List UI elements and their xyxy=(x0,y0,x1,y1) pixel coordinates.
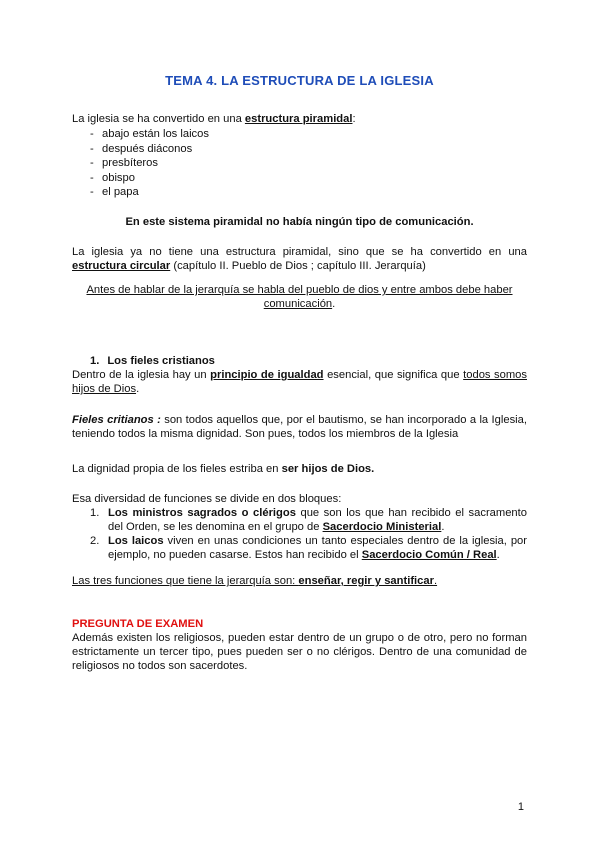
circular-emphasis: estructura circular xyxy=(72,260,171,272)
section-title: Los fieles cristianos xyxy=(107,355,215,367)
before-note-end: . xyxy=(332,298,336,310)
item-text: que son los que han recibido el sacramento del Orden, se les denomina en el grupo de xyxy=(108,507,527,533)
circular-text: La iglesia ya no tiene una estructura piramidal, sino que se ha convertido en una xyxy=(72,246,527,258)
dignidad-text: La dignidad propia de los fieles estriba en xyxy=(72,463,282,475)
intro-emphasis: estructura piramidal xyxy=(244,113,353,125)
funciones-emphasis: enseñar, regir y santificar xyxy=(298,575,434,587)
equality-emphasis: principio de igualdad xyxy=(210,369,324,381)
item-number: 2. xyxy=(90,535,100,547)
item-term: Los laicos xyxy=(108,535,164,547)
document-page xyxy=(72,0,527,848)
item-end: . xyxy=(496,549,500,561)
pyramid-list xyxy=(72,127,527,200)
before-note-text: Antes de hablar de la jerarquía se habla del pueblo de dios y entre ambos debe haber comunicación xyxy=(86,284,513,310)
equality-end: . xyxy=(136,383,140,395)
no-communication-note: En este sistema piramidal no había ningún tipo de comunicación. xyxy=(125,216,474,228)
funciones-end: . xyxy=(433,575,438,587)
equality-text: Dentro de la iglesia hay un xyxy=(72,369,211,381)
section-heading xyxy=(72,354,527,368)
list-item xyxy=(72,534,527,562)
dignidad-paragraph xyxy=(72,462,527,476)
section-number: 1. xyxy=(90,355,100,367)
item-number: 1. xyxy=(90,507,100,519)
fieles-term: Fieles critianos : xyxy=(72,414,161,426)
page-number: 1 xyxy=(517,801,524,813)
intro-text: La iglesia se ha convertido en una xyxy=(72,113,245,125)
before-note xyxy=(72,283,527,311)
fieles-paragraph xyxy=(72,413,527,441)
funciones-paragraph xyxy=(72,574,527,588)
list-item: - el papa xyxy=(72,185,527,200)
dignidad-emphasis: ser hijos de Dios. xyxy=(281,463,375,475)
list-item: - presbíteros xyxy=(72,156,527,171)
exam-question-heading: PREGUNTA DE EXAMEN xyxy=(72,618,204,630)
item-text: viven en unas condiciones un tanto especiales dentro de la iglesia, por ejemplo, no pueden casarse. Estos han recibido el xyxy=(108,535,527,561)
item-emphasis: Sacerdocio Ministerial xyxy=(322,521,442,533)
list-item: - después diáconos xyxy=(72,142,527,157)
equality-underline: todos somos hijos de Dios xyxy=(72,369,527,395)
exam-question-paragraph: Además existen los religiosos, pueden estar dentro de un grupo o de otro, pero no forman estrictamente un tercer tipo, pues pueden ser o no clérigos. Dentro de una comunidad de religiosos no todos son sacerdotes. xyxy=(72,632,527,672)
intro-colon: : xyxy=(352,113,356,125)
bloques-list xyxy=(72,506,527,562)
intro-paragraph xyxy=(72,112,527,126)
equality-mid: esencial, que significa que xyxy=(323,369,464,381)
item-end: . xyxy=(441,521,445,533)
list-item xyxy=(72,506,527,534)
equality-paragraph xyxy=(72,368,527,396)
item-emphasis: Sacerdocio Común / Real xyxy=(361,549,497,561)
fieles-text: son todos aquellos que, por el bautismo, se han incorporado a la Iglesia, teniendo todos la misma dignidad. Son pues, todos los miembros de la Iglesia xyxy=(72,414,527,440)
funciones-text: Las tres funciones que tiene la jerarquía son: xyxy=(72,575,299,587)
diversidad-paragraph: Esa diversidad de funciones se divide en dos bloques: xyxy=(72,493,342,505)
circular-paragraph xyxy=(72,245,527,273)
circular-chapters: (capítulo II. Pueblo de Dios ; capítulo III. Jerarquía) xyxy=(170,260,426,272)
page-title: TEMA 4. LA ESTRUCTURA DE LA IGLESIA xyxy=(165,73,434,88)
list-item: - obispo xyxy=(72,171,527,186)
list-item: - abajo están los laicos xyxy=(72,127,527,142)
item-term: Los ministros sagrados o clérigos xyxy=(108,507,296,519)
